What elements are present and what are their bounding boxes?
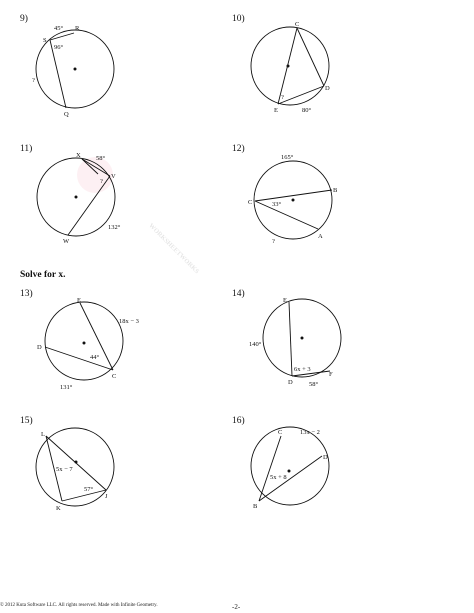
label-16-expr1: 13x − 2 (300, 429, 320, 436)
chord-ca (255, 201, 318, 229)
label-9-S: S (43, 37, 47, 44)
figure-13 (37, 297, 139, 391)
label-12-unknown: ? (272, 238, 275, 245)
label-10-D: D (325, 85, 330, 92)
problem-9-number: 9) (20, 14, 28, 24)
section-heading: Solve for x. (20, 270, 66, 280)
label-11-unknown: ? (100, 178, 103, 185)
label-11-W: W (63, 238, 70, 245)
label-14-F: F (329, 371, 333, 378)
label-16-C: C (278, 429, 283, 436)
label-12-C: C (248, 199, 253, 206)
center-point (301, 337, 304, 340)
label-13-E: E (77, 297, 81, 304)
label-13-C: C (112, 373, 117, 380)
center-point (288, 470, 291, 473)
label-12-B: B (333, 187, 338, 194)
label-16-expr2: 5x + 8 (270, 474, 287, 481)
label-9-Q: Q (64, 111, 69, 118)
label-12-A: A (318, 233, 323, 240)
label-10-E: E (274, 107, 278, 114)
figure-9 (32, 25, 114, 118)
problem-11-number: 11) (20, 144, 33, 154)
label-15-arc: 57° (84, 486, 94, 493)
center-point (287, 65, 290, 68)
label-14-arc1: 140° (249, 341, 262, 348)
label-14-expr: 6x + 3 (294, 366, 311, 373)
problem-12-number: 12) (232, 144, 245, 154)
circle-13 (45, 302, 123, 380)
label-11-X: X (76, 152, 81, 159)
chord-vw (68, 176, 110, 235)
center-point (75, 196, 78, 199)
label-9-arc: 45° (54, 25, 64, 32)
label-12-arc: 165° (281, 154, 294, 161)
copyright-notice: © 2012 Kuta Software LLC. All rights reserved. Made with Infinite Geometry. (0, 603, 158, 608)
label-13-expr: 18x − 3 (119, 318, 139, 325)
chord-cb (259, 436, 281, 501)
chord-ed (289, 302, 292, 376)
watermark-text: WORKSHEETWORKS (147, 222, 201, 276)
label-10-arc: 80° (302, 107, 312, 114)
label-11-arc1: 58° (96, 155, 106, 162)
label-14-arc2: 58° (309, 381, 319, 388)
figure-10 (251, 21, 330, 114)
center-point (83, 342, 86, 345)
label-10-C: C (295, 21, 300, 28)
center-point (75, 461, 78, 464)
label-15-expr: 5x − 7 (56, 466, 73, 473)
figure-11 (37, 152, 121, 245)
problem-13-number: 13) (20, 289, 33, 299)
problem-15-number: 15) (20, 416, 33, 426)
chord-dc (45, 347, 113, 370)
label-11-arc2: 132° (108, 224, 121, 231)
label-13-angle: 44° (90, 354, 100, 361)
center-point (292, 199, 295, 202)
label-9-unknown: ? (32, 77, 35, 84)
label-13-D: D (37, 344, 42, 351)
label-9-R: R (75, 25, 80, 32)
chord-ed (278, 86, 324, 104)
label-15-L: L (41, 431, 45, 438)
figure-16 (251, 427, 329, 510)
problem-16-number: 16) (232, 416, 245, 426)
center-point (74, 68, 77, 71)
chord-cd (297, 28, 324, 86)
label-11-V: V (111, 173, 116, 180)
label-15-J: J (105, 493, 108, 500)
label-16-B: B (253, 503, 258, 510)
circle-16 (251, 427, 329, 505)
label-16-D: D (323, 454, 328, 461)
label-9-angle: 96° (54, 44, 64, 51)
page-number: -2- (232, 603, 241, 611)
label-10-unknown: ? (281, 94, 284, 101)
label-13-arc: 131° (60, 384, 73, 391)
problem-10-number: 10) (232, 14, 245, 24)
circle-10 (251, 27, 329, 105)
label-15-K: K (56, 505, 61, 512)
label-14-D: D (288, 379, 293, 386)
label-14-E: E (283, 297, 287, 304)
chord-bd (259, 456, 322, 501)
problem-14-number: 14) (232, 289, 245, 299)
figure-15 (36, 428, 114, 512)
circle-15 (36, 428, 114, 506)
figure-12 (248, 154, 338, 245)
figure-14 (249, 297, 341, 388)
label-12-angle: 33° (272, 201, 282, 208)
